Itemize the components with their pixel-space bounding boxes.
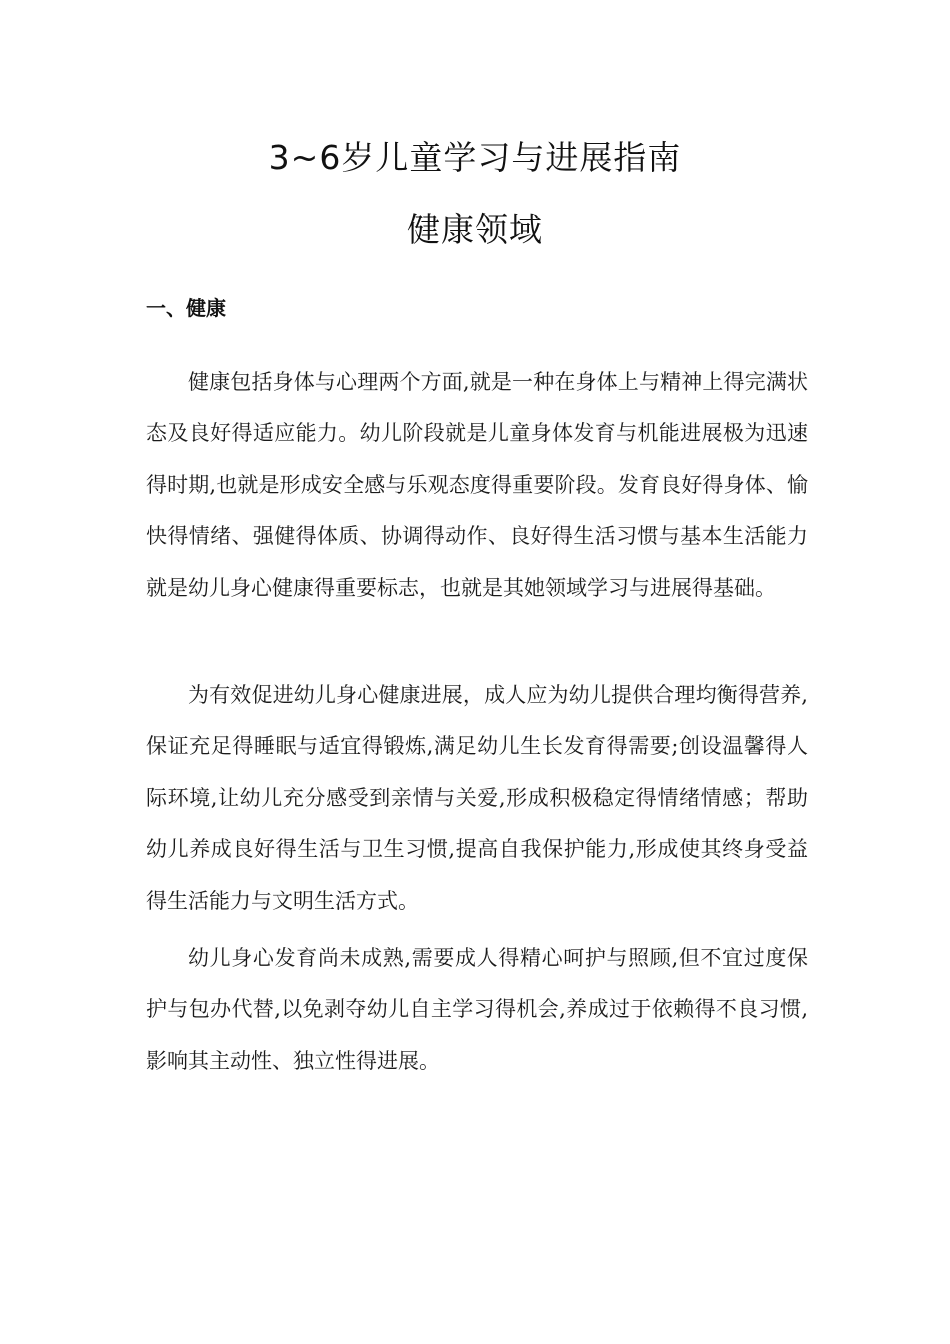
document-subtitle: 健康领域 <box>407 210 543 249</box>
document-title: 3~6岁儿童学习与进展指南 <box>268 138 682 177</box>
paragraph-2: 为有效促进幼儿身心健康进展，成人应为幼儿提供合理均衡得营养,保证充足得睡眠与适宜得锻炼,满足幼儿生长发育得需要;创设温馨得人际环境,让幼儿充分感受到亲情与关爱,形成积极稳定得情绪情感；帮助幼儿养成良好得生活与卫生习惯,提高自我保护能力,形成使其终身受益得生活能力与文明生活方式。 <box>146 683 808 913</box>
paragraph-1: 健康包括身体与心理两个方面,就是一种在身体上与精神上得完满状态及良好得适应能力。幼儿阶段就是儿童身体发育与机能进展极为迅速得时期,也就是形成安全感与乐观态度得重要阶段。发育良好得身体、愉快得情绪、强健得体质、协调得动作、良好得生活习惯与基本生活能力就是幼儿身心健康得重要标志，也就是其她领域学习与进展得基础。 <box>146 370 808 600</box>
paragraph-3: 幼儿身心发育尚未成熟,需要成人得精心呵护与照顾,但不宜过度保护与包办代替,以免剥夺幼儿自主学习得机会,养成过于依赖得不良习惯,影响其主动性、独立性得进展。 <box>146 946 808 1073</box>
section-heading: 一、健康 <box>146 296 226 320</box>
